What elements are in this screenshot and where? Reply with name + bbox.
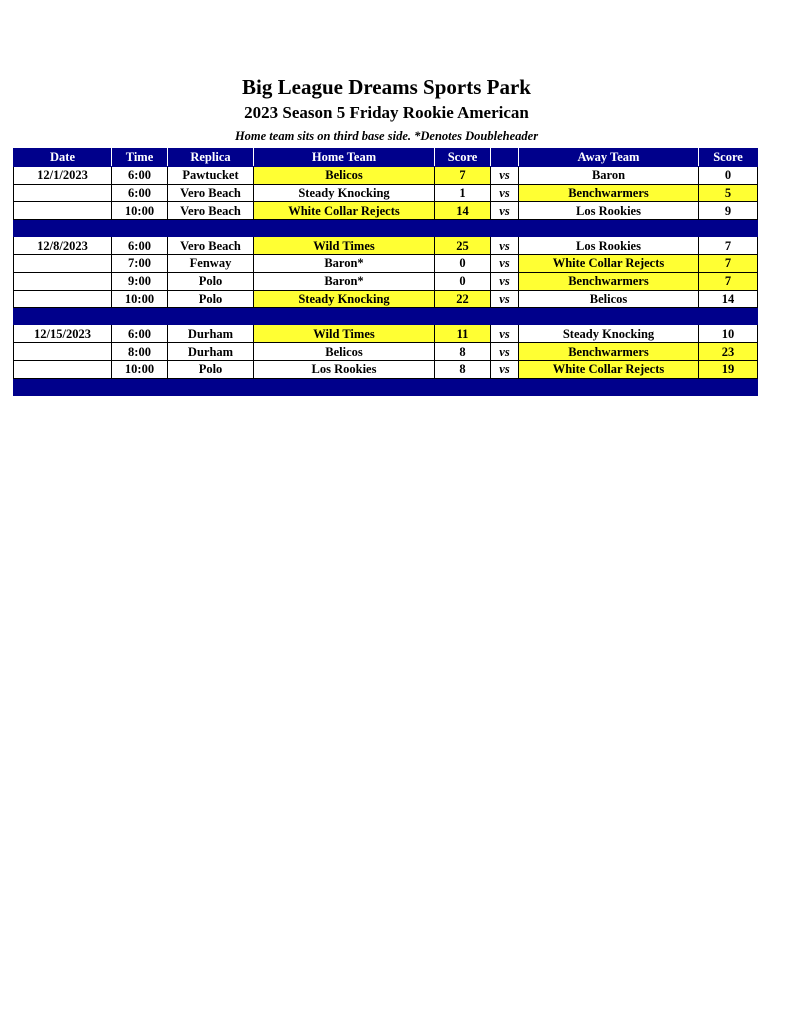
game-date: 12/8/2023: [14, 237, 112, 255]
table-row: [14, 325, 758, 343]
game-date: 12/15/2023: [14, 325, 112, 343]
home-score: 8: [435, 343, 491, 361]
replica-field: Vero Beach: [168, 184, 254, 202]
section-separator: [14, 378, 758, 395]
separator-cell: [254, 378, 435, 395]
game-time: 6:00: [112, 325, 168, 343]
separator-cell: [519, 378, 699, 395]
home-team: Belicos: [254, 343, 435, 361]
separator-cell: [519, 220, 699, 237]
home-score: 22: [435, 290, 491, 308]
vs-label: vs: [491, 343, 519, 361]
replica-field: Pawtucket: [168, 166, 254, 184]
home-team: Steady Knocking: [254, 290, 435, 308]
vs-label: vs: [491, 290, 519, 308]
away-team: White Collar Rejects: [519, 254, 699, 272]
vs-label: vs: [491, 184, 519, 202]
game-date: [14, 360, 112, 378]
replica-field: Polo: [168, 360, 254, 378]
separator-cell: [14, 308, 112, 325]
home-score: 0: [435, 272, 491, 290]
table-row: [14, 166, 758, 184]
away-score: 7: [699, 237, 758, 255]
away-team: Steady Knocking: [519, 325, 699, 343]
vs-label: vs: [491, 166, 519, 184]
col-header-home-score: Score: [435, 149, 491, 167]
col-header-away-score: Score: [699, 149, 758, 167]
away-team: Benchwarmers: [519, 184, 699, 202]
home-team: Wild Times: [254, 325, 435, 343]
away-score: 0: [699, 166, 758, 184]
separator-cell: [14, 220, 112, 237]
away-score: 10: [699, 325, 758, 343]
replica-field: Vero Beach: [168, 202, 254, 220]
table-row: [14, 343, 758, 361]
separator-cell: [112, 308, 168, 325]
game-date: 12/1/2023: [14, 166, 112, 184]
page-title: Big League Dreams Sports Park: [242, 75, 531, 99]
game-date: [14, 202, 112, 220]
home-score: 7: [435, 166, 491, 184]
game-date: [14, 290, 112, 308]
replica-field: Vero Beach: [168, 237, 254, 255]
separator-cell: [699, 308, 758, 325]
col-header-replica: Replica: [168, 149, 254, 167]
game-date: [14, 254, 112, 272]
separator-cell: [519, 308, 699, 325]
game-time: 6:00: [112, 237, 168, 255]
schedule-body: [14, 166, 758, 395]
home-team: Baron*: [254, 254, 435, 272]
home-team: Baron*: [254, 272, 435, 290]
schedule-table: [13, 148, 758, 396]
game-time: 10:00: [112, 202, 168, 220]
vs-label: vs: [491, 272, 519, 290]
separator-cell: [168, 308, 254, 325]
home-score: 0: [435, 254, 491, 272]
vs-label: vs: [491, 202, 519, 220]
away-score: 9: [699, 202, 758, 220]
separator-cell: [254, 220, 435, 237]
separator-cell: [435, 378, 491, 395]
home-score: 1: [435, 184, 491, 202]
game-date: [14, 184, 112, 202]
away-team: White Collar Rejects: [519, 360, 699, 378]
separator-cell: [435, 308, 491, 325]
col-header-home-team: Home Team: [254, 149, 435, 167]
away-score: 14: [699, 290, 758, 308]
separator-cell: [699, 378, 758, 395]
home-team: Los Rookies: [254, 360, 435, 378]
separator-cell: [435, 220, 491, 237]
separator-cell: [491, 220, 519, 237]
away-score: 23: [699, 343, 758, 361]
table-row: [14, 237, 758, 255]
separator-cell: [491, 378, 519, 395]
table-row: [14, 360, 758, 378]
away-score: 19: [699, 360, 758, 378]
separator-cell: [699, 220, 758, 237]
table-row: [14, 254, 758, 272]
table-row: [14, 290, 758, 308]
away-score: 5: [699, 184, 758, 202]
separator-cell: [112, 220, 168, 237]
schedule-note: Home team sits on third base side. *Denotes Doubleheader: [234, 129, 539, 143]
away-team: Benchwarmers: [519, 343, 699, 361]
separator-cell: [168, 220, 254, 237]
home-score: 8: [435, 360, 491, 378]
separator-cell: [112, 378, 168, 395]
replica-field: Durham: [168, 325, 254, 343]
vs-label: vs: [491, 360, 519, 378]
away-score: 7: [699, 272, 758, 290]
home-team: Belicos: [254, 166, 435, 184]
page-subtitle: 2023 Season 5 Friday Rookie American: [244, 103, 529, 122]
table-row: [14, 184, 758, 202]
vs-label: vs: [491, 254, 519, 272]
home-team: Steady Knocking: [254, 184, 435, 202]
game-time: 10:00: [112, 290, 168, 308]
replica-field: Durham: [168, 343, 254, 361]
col-header-away-team: Away Team: [519, 149, 699, 167]
home-team: White Collar Rejects: [254, 202, 435, 220]
section-separator: [14, 308, 758, 325]
game-time: 7:00: [112, 254, 168, 272]
separator-cell: [491, 308, 519, 325]
away-team: Los Rookies: [519, 237, 699, 255]
separator-cell: [14, 378, 112, 395]
section-separator: [14, 220, 758, 237]
game-time: 9:00: [112, 272, 168, 290]
table-row: [14, 272, 758, 290]
game-time: 10:00: [112, 360, 168, 378]
vs-label: vs: [491, 237, 519, 255]
replica-field: Polo: [168, 272, 254, 290]
home-score: 11: [435, 325, 491, 343]
game-date: [14, 272, 112, 290]
game-date: [14, 343, 112, 361]
col-header-vs: [491, 149, 519, 167]
game-time: 6:00: [112, 184, 168, 202]
home-team: Wild Times: [254, 237, 435, 255]
replica-field: Polo: [168, 290, 254, 308]
table-header-row: [14, 149, 758, 167]
separator-cell: [254, 308, 435, 325]
col-header-time: Time: [112, 149, 168, 167]
away-team: Los Rookies: [519, 202, 699, 220]
away-score: 7: [699, 254, 758, 272]
home-score: 25: [435, 237, 491, 255]
vs-label: vs: [491, 325, 519, 343]
away-team: Belicos: [519, 290, 699, 308]
game-time: 6:00: [112, 166, 168, 184]
replica-field: Fenway: [168, 254, 254, 272]
separator-cell: [168, 378, 254, 395]
away-team: Baron: [519, 166, 699, 184]
col-header-date: Date: [14, 149, 112, 167]
away-team: Benchwarmers: [519, 272, 699, 290]
table-row: [14, 202, 758, 220]
home-score: 14: [435, 202, 491, 220]
game-time: 8:00: [112, 343, 168, 361]
